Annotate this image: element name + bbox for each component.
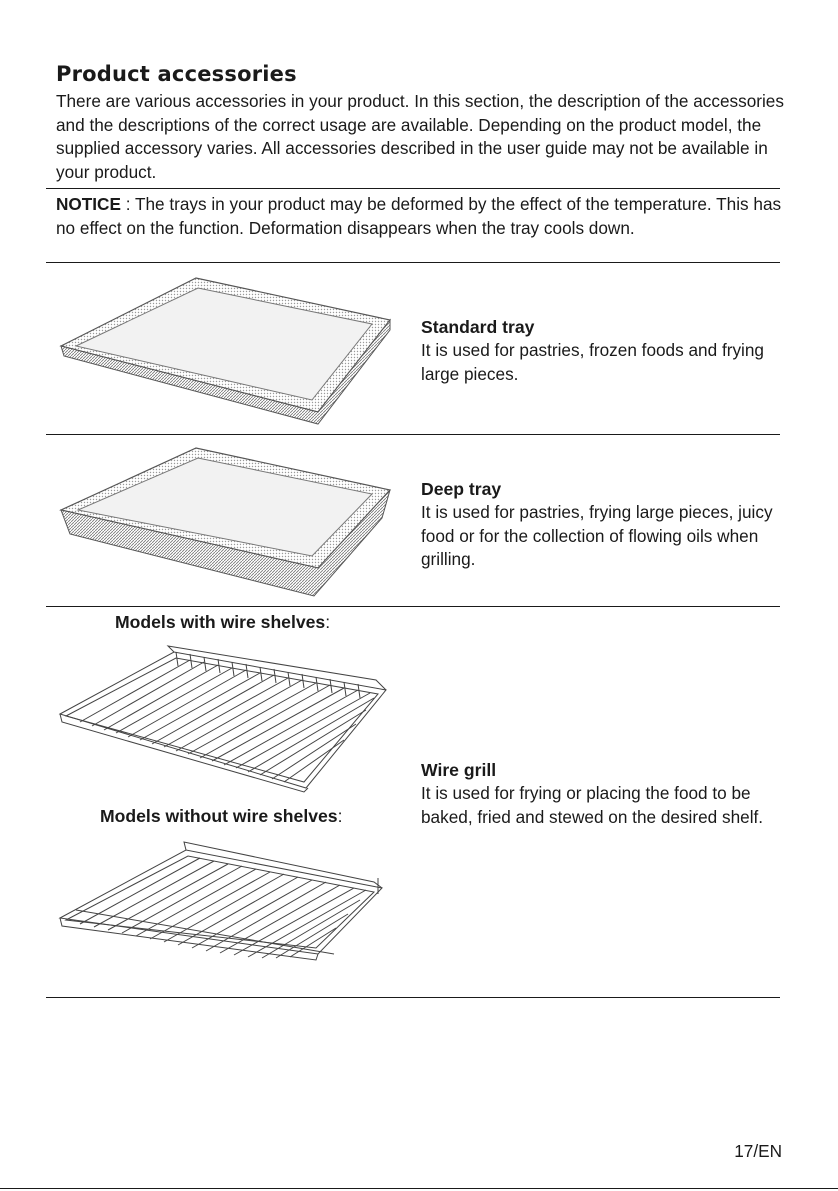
intro-paragraph: There are various accessories in your product. In this section, the description of the accessories and the descriptions of the correct usage are available. Depending on the product model, the supplied accessory varies. All accessories described in the user guide may not be available in your product. [56, 91, 784, 182]
item-description-deep-tray: It is used for pastries, frying large pieces, juicy food or for the collection of flowing oils when grilling. [421, 502, 773, 569]
item-title-deep-tray: Deep tray [421, 479, 502, 499]
notice-label: NOTICE [56, 194, 121, 214]
notice-text: : The trays in your product may be deformed by the effect of the temperature. This has no effect on the function. Deformation disappears when the tray cools down. [56, 194, 782, 238]
wire-grill-with-shelves-icon [56, 644, 396, 794]
divider [46, 606, 780, 607]
page-title: Product accessories [56, 62, 297, 86]
standard-tray-icon [56, 272, 396, 430]
item-description-wire-grill: It is used for frying or placing the food to be baked, fried and stewed on the desired shelf. [421, 783, 764, 827]
item-title-wire-grill: Wire grill [421, 760, 497, 780]
wire-grill-without-shelves-icon [56, 838, 396, 962]
variant-label-with-wire-shelves: Models with wire shelves: [115, 612, 331, 632]
variant-label-without-wire-shelves: Models without wire shelves: [100, 806, 343, 826]
page-number: 17/EN [734, 1141, 782, 1161]
item-title-standard-tray: Standard tray [421, 317, 535, 337]
divider [46, 434, 780, 435]
page-bottom-edge [0, 1188, 838, 1189]
divider [46, 262, 780, 263]
divider [46, 997, 780, 998]
divider [46, 188, 780, 189]
item-description-standard-tray: It is used for pastries, frozen foods and frying large pieces. [421, 340, 764, 384]
notice-block [56, 193, 786, 240]
deep-tray-icon [56, 444, 396, 600]
